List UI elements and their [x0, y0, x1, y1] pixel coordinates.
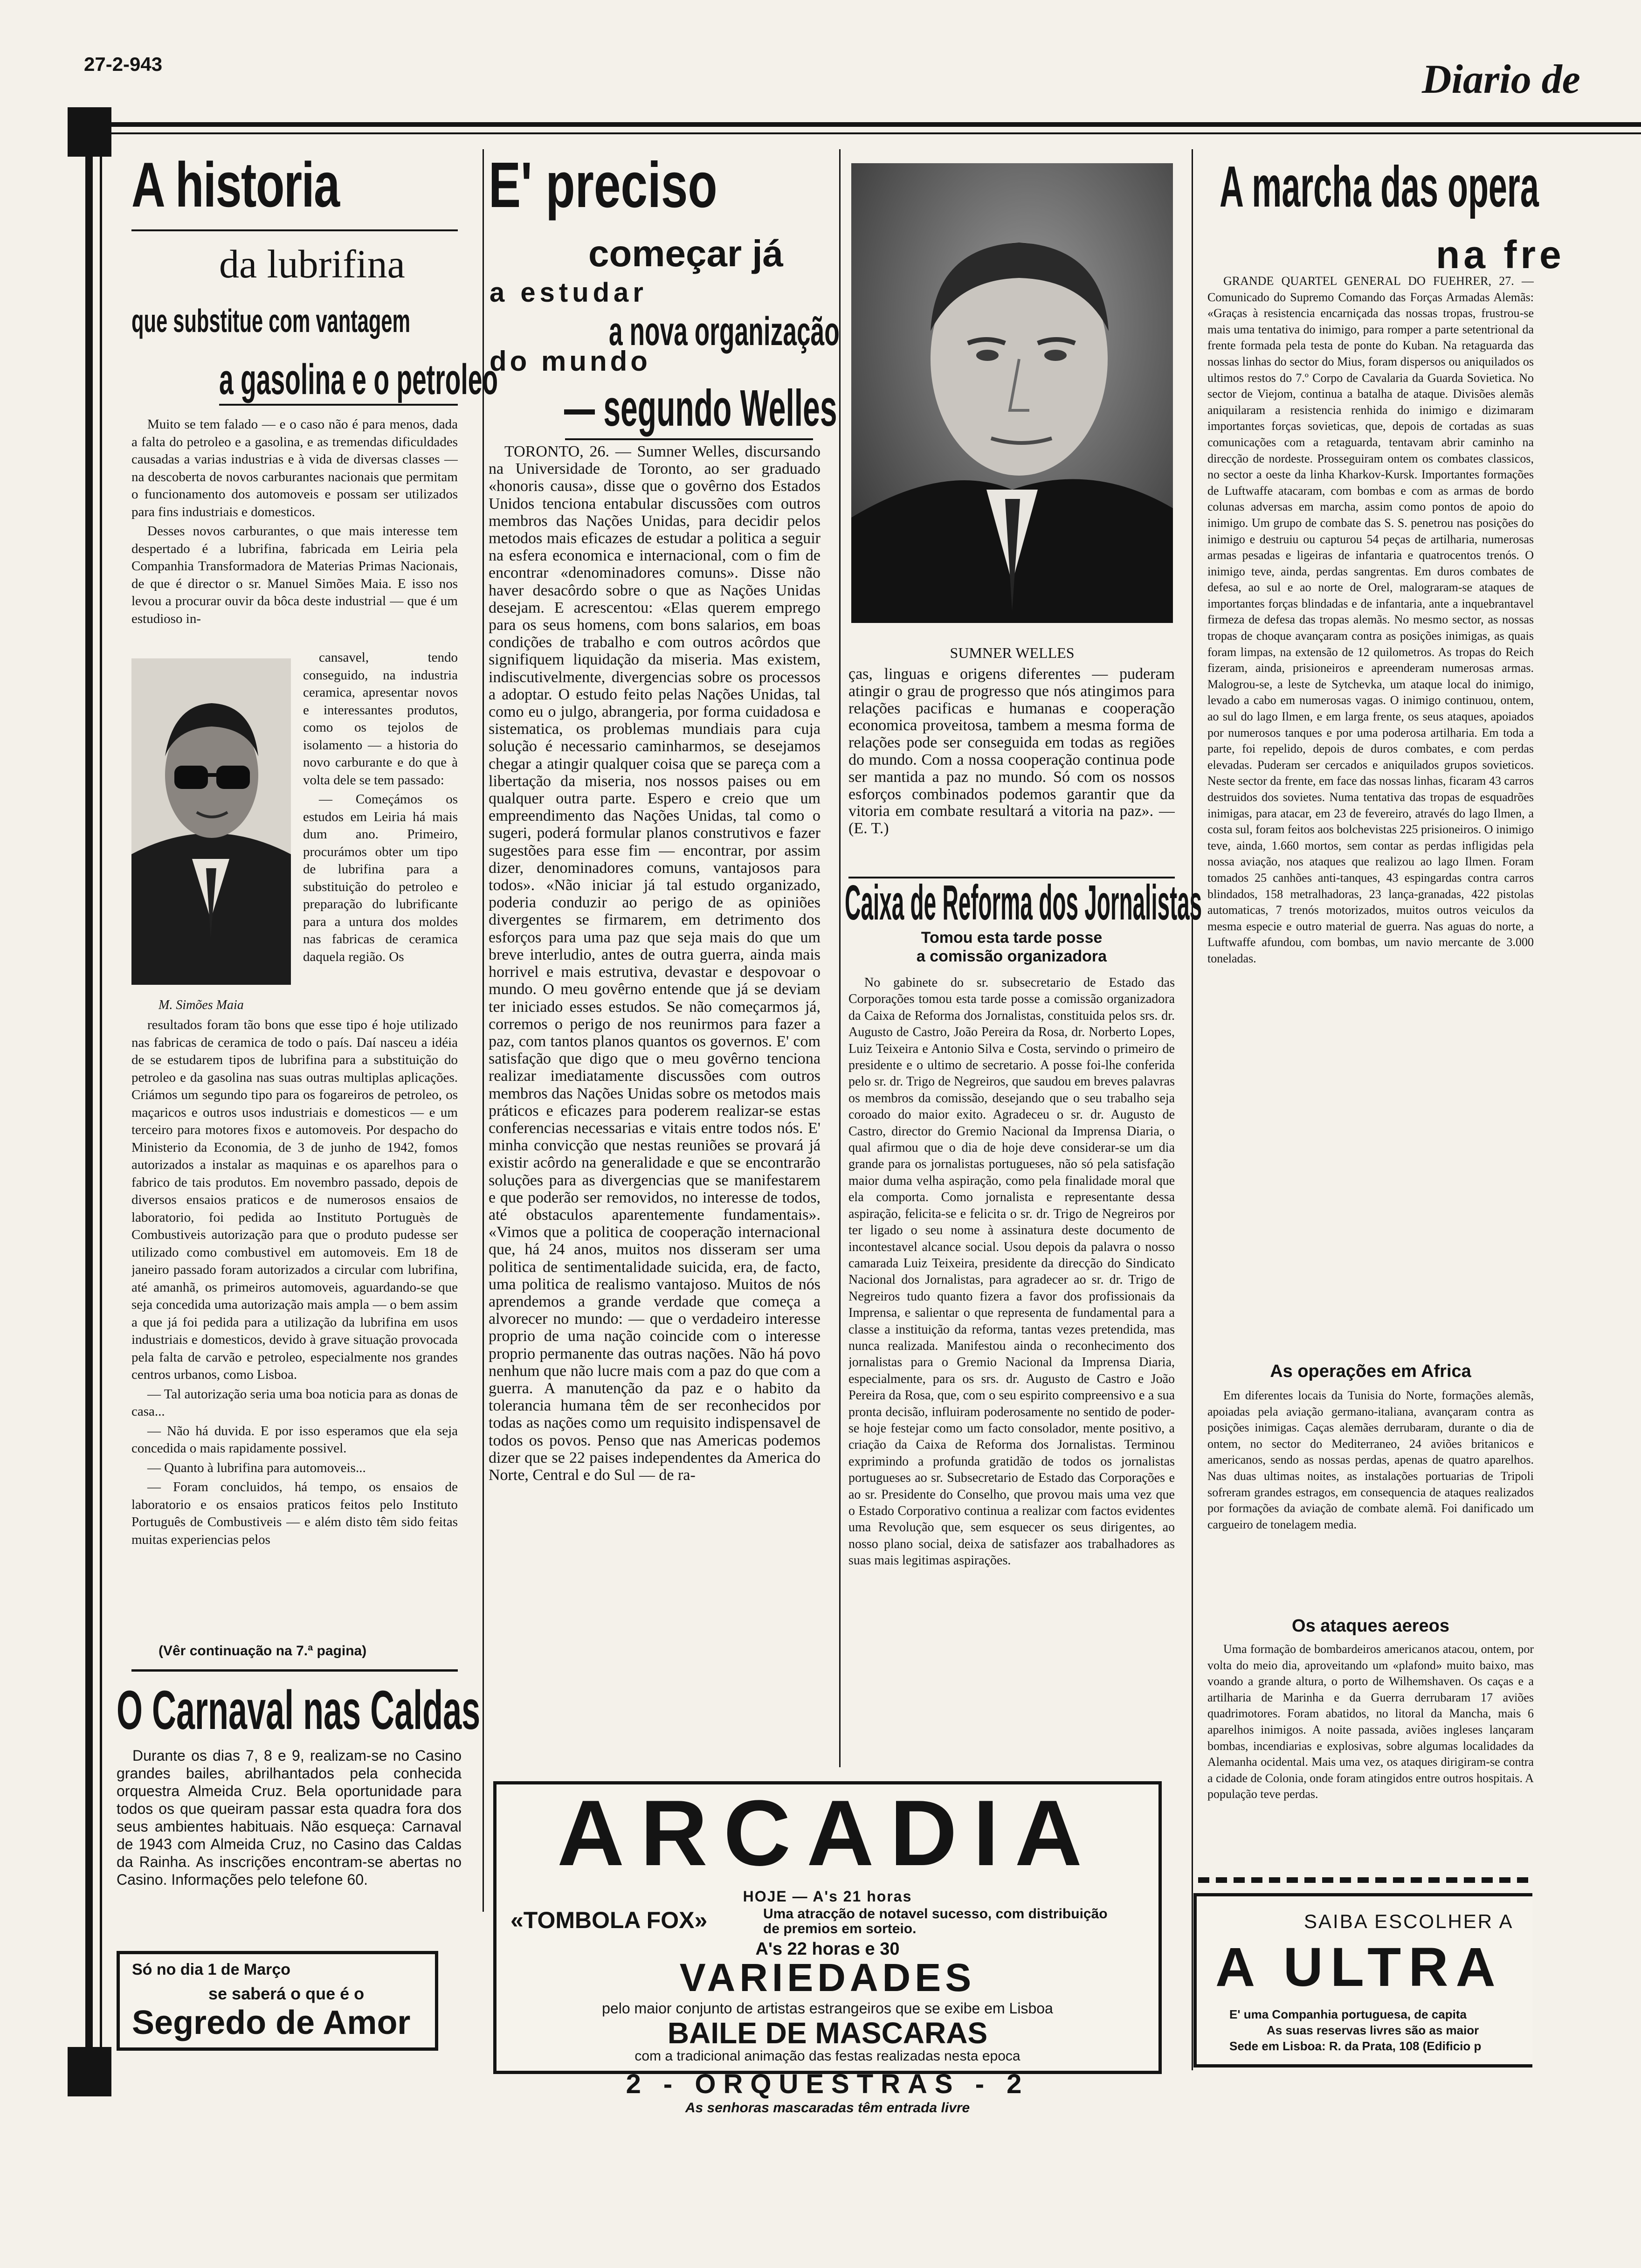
welles-sub-2: a estudar: [490, 277, 648, 308]
lubrifina-para-6: — Tal autorização seria uma boa noticia para as donas de casa...: [131, 1386, 458, 1419]
aereos-head: Os ataques aereos: [1292, 1616, 1449, 1636]
portrait-sumner-welles: [851, 163, 1173, 623]
arcadia-variedades-desc: pelo maior conjunto de artistas estrangeiros que se exibe em Lisboa: [602, 2000, 1053, 2017]
welles-sub-3: a nova organização: [609, 309, 840, 354]
arcadia-ad: [493, 1781, 1162, 2074]
caixa-body: No gabinete do sr. subsecretario de Estado das Corporações tomou esta tarde posse a comissão organizadora da Caixa de Reforma dos Jornalistas, constituida pelos srs. dr. Augusto de Castro, João Pereira da Rosa, dr. Norberto Lopes, Luiz Teixeira e Antonio Silva e Costa, servindo o primeiro de presidente e o ultimo de secretario. A posse foi-lhe conferida pelo sr. dr. Trigo de Negreiros, que saudou em breves palavras os membros da comissão, desejando que o seu trabalho seja coroado do maior exito. Agradeceu o sr. dr. Augusto de Castro, director do Gremio Nacional da Imprensa Diaria, o qual afirmou que o dia de hoje deve considerar-se um dia grande para os jornalistas portugueses, não só pela satisfação maior duma velha aspiração, como pela finalidade moral que ela comporta. Como jornalista e representante dessa aspiração, felicita-se e felicita o sr. dr. Trigo de Negreiros por ter ligado o seu nome à assinatura deste documento de incontestavel alcance social. Usou depois da palavra o nosso camarada Luiz Teixeira, presidente da direcção do Sindicato Nacional dos Jornalistas, para agradecer ao sr. dr. Trigo de Negreiros tudo quanto fizera a favor dos profissionais da Imprensa, e salientar o que representa de fundamental para a classe a instituição da reforma, tantas vezes pretendida, mas nunca realizada. Manifestou ainda o reconhecimento dos jornalistas para o Gremio Nacional da Imprensa Diaria, especialmente, para os srs. dr. Augusto de Castro e João Pereira da Rosa, que, com o seu espirito compreensivo e a sua pronta decisão, influiram poderosamente no sentido de poder-se hoje festejar como um facto consolador, mente positivo, a criação da Caixa de Reforma dos Jornalistas. Terminou exprimindo a profunda gratidão de todos os jornalistas portugueses ao sr. Subsecretario de Estado das Corporações e ao sr. Presidente do Conselho, que provou mais uma vez que o Estado Corporativo continua a realizar com factos evidentes uma Revolução que, sem esquecer os seus dirigentes, ao nosso plano social, deixa de satisfazer aos trabalhadores as suas mais legitimas aspirações.: [848, 975, 1175, 1568]
newspaper-name: Diario de: [1422, 57, 1580, 102]
ultra-line-2: A ULTRA: [1215, 1936, 1503, 1998]
left-edge-line-2: [100, 157, 102, 2068]
africa-body: Em diferentes locais da Tunisia do Norte, formações alemãs, apoiadas pela aviação germano-italiana, avançaram contra as posições inimigas. Caças alemães derrubaram, durante o dia de ontem, no sector do Mediterraneo, 24 aviões britanicos e americanos, sendo as nossas perdas, apenas de quatro aparelhos. Nas duas ultimas noites, as instalações portuarias de Tripoli sofreram grandes estragos, em consequencia de ataques realizados por formações da aviação de combate alemã. Foi danificado um cargueiro de tonelagem media.: [1207, 1389, 1534, 1531]
welles-sub-1: começar já: [588, 233, 784, 274]
arcadia-name: ARCADIA: [557, 1781, 1098, 1885]
left-edge-block-top: [68, 107, 111, 157]
lubrifina-subhead-2: que substitue com vantagem: [131, 303, 411, 339]
operacoes-headline: A marcha das opera: [1220, 155, 1539, 219]
simoes-maia-caption: M. Simões Maia: [159, 998, 244, 1012]
column-rule-3: [1192, 149, 1193, 2070]
arcadia-baile-desc: com a tradicional animação das festas realizadas nesta epoca: [634, 2048, 1020, 2064]
lubrifina-rule-1: [131, 229, 458, 231]
column-rule-2: [839, 149, 841, 1767]
left-edge-block-bottom: [68, 2047, 111, 2096]
aereos-body: Uma formação de bombardeiros americanos atacou, ontem, por volta do meio dia, aproveitando um «plafond» muito baixo, mas voando a grande altura, o porto de Wilhemshaven. Os caças e a artilharia de Marinha e da Guerra derrubaram 17 aviões quadrimotores. Foram abatidos, no litoral da Mancha, mais 6 aparelhos inimigos. A noite passada, aviões ingleses lançaram bombas, incendiarias e explosivas, sobre algumas localidades da Alemanha ocidental. Mais uma vez, os ataques dirigiram-se contra a cidade de Colonia, onde foram atingidos entre outros hospitais. A população teve perdas.: [1207, 1642, 1534, 1801]
page-date: 27-2-943: [84, 53, 163, 75]
lubrifina-intro: [131, 416, 458, 640]
caixa-sub-2: a comissão organizadora: [916, 947, 1107, 965]
lubrifina-rule-2: [219, 404, 458, 406]
caixa-headline: Caixa de Reforma dos Jornalistas: [845, 875, 1202, 930]
welles-continued: ças, linguas e origens diferentes — puderam atingir o grau de progresso que nós atingimos para relações pacificas e humanas e cooperação economica proveitosa, tambem a mesma forma de relações pode ser conseguida em todas as regiões do mundo. Com a nossa cooperação continua pode ser mantida a paz no mundo. Só com os nossos esforços combinados podemos garantir que da vitoria em combate resultará a vitoria na paz». — (E. T.): [848, 666, 1175, 837]
carnaval-headline: O Carnaval nas Caldas: [117, 1680, 481, 1741]
operacoes-body: GRANDE QUARTEL GENERAL DO FUEHRER, 27. — Comunicado do Supremo Comando das Forças Armadas Alemãs: «Graças à resistencia encarniçada das nossas tropas, frustrou-se mais uma tentativa do inimigo, para romper a parte setentrional da frente formada pela testa de ponte do Kuban. Na retaguarda das nossas linhas do sector do Mius, foram dispersos ou aniquilados os ultimos restos do 7.º Corpo de Cavalaria da Guarda Sovietica. No sector de Viejom, continua a batalha de ataque. Divisões alemãs aniquilaram a resistencia renhida do inimigo e dizimaram importantes forças sovieticas, que, depois de cortadas as suas comunicações com a retaguarda, tentavam abrir caminho na direcção de nordeste. Prosseguiram ontem os combates classicos, no sector a oeste da linha Kharkov-Kursk. Importantes formações de Luftwaffe atacaram, com bombas e com as armas de bordo colunas adversas em marcha, assim como pontos de apoio do inimigo. Um grupo de combate das S. S. penetrou nas posições do inimigo e destruiu ou capturou 54 peças de artilharia, numerosas armas pesadas e ligeiras de infantaria e quatrocentos trenós. O inimigo teve, ainda, perdas sangrentas. Em duros combates de defesa, ao sul e ao norte de Orel, malograram-se ataques de importantes forças blindadas e de infantaria, ante a inquebrantavel firmeza de defesa das tropas alemãs. No mesmo sector, as nossas tropas de choque avançaram contra as posições inimigas, as quais foram limpas, na extensão de 12 quilometros. As tropas do Reich fizeram, ainda, prisioneiros e apreenderam numerosas armas. Malogrou-se, a leste de Sytchevka, um ataque local do inimigo, levado a cabo em numerosas vagas. O inimigo continuou, ontem, ao sul do lago Ilmen, e em larga frente, os seus ataques, apoiados por numerosos tanques e por uma poderosa artilharia. Em toda a parte, foi repelido, depois de duros combates, e com perdas elevadas. Puderam ser cercados e aniquilados grupos sovieticos. Neste sector da frente, em face das nossas linhas, ficaram 43 carros destruidos dos sovietes. Numa tentativa das tropas de esquadrões inimigas, para atacar, em 23 de fevereiro, através do lago Ilmen, a costa sul, foram feitos aos bolchevistas 225 prisioneiros. O inimigo teve, ainda, 1.660 mortos, sem contar as perdas infligidas pela nossa aviação, nos ataques que realizou ao lago Ilmen. Foram tomados 25 canhões anti-tanques, 43 espingardas contra carros blindados, 158 metralhadoras, 23 lança-granadas, 422 pistolas automaticas, 7 trenós motorizados, muitos outros veiculos da mesma especie e outro material de guerra. Nas aguas do norte, a Luftwaffe afundou, com bombas, um navio mercante de 3.000 toneladas.: [1207, 274, 1534, 965]
lubrifina-para-4: — Começámos os estudos em Leiria há mais dum ano. Primeiro, procurámos obter um tipo de lubrifina para a substituição do petroleo e preparação do lubrificante para a untura dos moldes nas fabricas de ceramica daquela região. Os: [303, 792, 458, 964]
lubrifina-para-8: — Quanto à lubrifina para automoveis...: [147, 1460, 366, 1475]
welles-rule: [565, 438, 813, 440]
masthead-rule-thick: [84, 122, 1641, 127]
lubrifina-subhead-1: da lubrifina: [219, 242, 405, 286]
caixa-sub-1: Tomou esta tarde posse: [921, 929, 1103, 947]
simoes-maia-photo: [131, 658, 291, 985]
welles-sub-4: do mundo: [490, 346, 651, 377]
ultra-line-4: As suas reservas livres são as maior: [1267, 2023, 1479, 2037]
lubrifina-para-9: — Foram concluidos, há tempo, os ensaios de laboratorio e os ensaios praticos feitos pelo Instituto Português de Combustiveis — e além disto têm sido feitas muitas experiencias pelos: [131, 1480, 458, 1547]
segredo-de-amor-ad: [117, 1951, 438, 2051]
portrait-man-glasses: [131, 658, 291, 985]
arcadia-orquestras: 2 - ORQUESTRAS - 2: [626, 2069, 1029, 2099]
left-edge-line: [85, 157, 93, 2068]
lubrifina-para-7: — Não há duvida. E por isso esperamos que ela seja concedida o mais rapidamente possivel.: [131, 1423, 458, 1456]
ultra-line-5: Sede em Lisboa: R. da Prata, 108 (Edificio p: [1229, 2039, 1482, 2053]
sumner-welles-photo: [851, 163, 1173, 623]
ultra-ad: [1193, 1893, 1532, 2067]
lubrifina-main-text: [131, 1016, 458, 1637]
ultra-line-1: SAIBA ESCOLHER A: [1304, 1910, 1514, 1932]
lubrifina-continuation: (Vêr continuação na 7.ª pagina): [159, 1643, 367, 1659]
ultra-line-3: E' uma Companhia portuguesa, de capita: [1229, 2007, 1467, 2021]
welles-headline: E' preciso: [489, 149, 717, 221]
welles-body: TORONTO, 26. — Sumner Welles, discursando na Universidade de Toronto, ao ser graduado «honoris causa», disse que o govêrno dos Estados Unidos tenciona entabular discussões com outros membros das Nações Unidas, para decidir pelos metodos mais eficazes de estudar a politica a seguir na esfera economica e internacional, com o fim de encontrar «denominadores comuns». Disse não haver desacôrdo sobre o que as Nações Unidas desejam. E acrescentou: «Elas querem emprego para os seus homens, com bons salarios, em boas condições de trabalho e com outros acôrdos que signifiquem liquidação da miseria. Mas existem, indiscutivelmente, divergencias sobre os processos a adoptar. O estudo feito pelas Nações Unidas, tal como eu o julgo, abrangeria, por forma cuidadosa e sistematica, os problemas mundiais para cuja solução é necessario caminharmos, se desejamos chegar a atingir qualquer coisa que se pareça com a libertação da miseria, nos nossos paises ou em qualquer outra parte. Espero e creio que um empreendimento das Nações Unidas, tal como o sugeri, poderá formular planos construtivos e fazer sugestões para esse fim — encontrar, por assim dizer, denominadores comuns, vantajosos para todos». «Não iniciar já tal estudo organizado, poderia conduzir ao perigo de as opiniões divergentes se firmarem, em detrimento dos esforços para uma paz que seja mais do que um breve interludio, antes de outra guerra, ainda mais horrivel e mais estrutiva, devastar e despovoar o mundo. O meu govêrno entende que já se deviam ter iniciado esses estudos. Se não começarmos já, corremos o perigo de nos reunirmos para fazer a paz, com tantos planos quantos os governos. E' com satisfação que digo que o meu govêrno tenciona realizar imediatamente discussões com outros membros das Nações Unidas sobre os metodos mais práticos e eficazes para poderem realizar-se estas conferencias necessarias e vitais entre todos nós. E' minha convicção que nestas reuniões se provará já existir acôrdo na generalidade e que se encontrarão soluções para as divergencias que se manifestarem e que poderão ser removidos, no interesse de todos, até obstaculos aparentemente fundamentais». «Vimos que a politica de cooperação internacional que, há 24 anos, muitos nos disseram ser uma politica de sentimentalidade suicida, era, de facto, uma politica de realismo vantajoso. Muitos de nós aprendemos a grande verdade que começa a alvorecer no mundo: — que o verdadeiro interesse proprio de uma nação coincide com o interesse proprio permanente das outras nações. Não há povo nenhum que não lucre mais com a paz do que com a guerra. A manutenção da paz e o habito da tolerancia humana têm de ser reconhecidos por todas as nações como um requisito indispensavel de todos os povos. Penso que nas Americas podemos dizer que se 22 paises independentes da America do Norte, Central e do Sul — de ra-: [489, 443, 820, 1484]
ultra-top-dashes: [1198, 1877, 1530, 1883]
arcadia-footer: As senhoras mascaradas têm entrada livre: [685, 2100, 970, 2116]
welles-sub-5: — segundo Welles: [564, 380, 837, 437]
arcadia-hoje: HOJE — A's 21 horas: [743, 1888, 912, 1905]
africa-head: As operações em Africa: [1270, 1362, 1471, 1381]
arcadia-variedades: VARIEDADES: [679, 1956, 976, 1999]
segredo-line-2: se saberá o que é o: [208, 1984, 365, 2003]
arcadia-tombola: «TOMBOLA FOX»: [510, 1907, 708, 1933]
segredo-line-1: Só no dia 1 de Março: [132, 1961, 291, 1978]
arcadia-baile: BAILE DE MASCARAS: [667, 2016, 988, 2050]
lubrifina-para-2: Desses novos carburantes, o que mais interesse tem despertado é a lubrifina, fabricada em Leiria pela Companhia Transformadora de Materias Primas Nacionais, de que é director o sr. Manuel Simões Maia. E isso nos levou a procurar ouvir da bôca deste industrial — que é um estudioso in-: [131, 524, 458, 626]
column-rule-1: [483, 149, 484, 1912]
carnaval-body: Durante os dias 7, 8 e 9, realizam-se no Casino grandes bailes, abrilhantados pela conhecida orquestra Almeida Cruz. Bela oportunidade para todos os que queiram passar esta quadra fora dos seus ambientes habituais. Não esqueça: Carnaval de 1943 com Almeida Cruz, no Casino das Caldas da Rainha. As inscrições encontram-se abertas no Casino. Informações pelo telefone 60.: [117, 1747, 462, 1888]
segredo-line-3: Segredo de Amor: [132, 2004, 411, 2041]
lubrifina-headline: A historia: [131, 149, 339, 220]
lubrifina-para-5: resultados foram tão bons que esse tipo é hoje utilizado nas fabricas de ceramica de todo o país. Daí nasceu a idéia de se estudarem tipos de lubrifina para a substituição do petroleo e da gasolina nas suas outras multiplas aplicações. Criámos um segundo tipo para os fogareiros de petroleo, os maçaricos e outros usos industriais e domesticos — e um terceiro para motores fixos e automoveis. Por despacho do Ministerio da Economia, de 3 de junho de 1942, fomos autorizados a instalar as maquinas e os aparelhos para o fabrico de tais produtos. Em novembro passado, depois de diversos ensaios praticos e de numerosos ensaios de laboratorio, foi pedida ao Instituto Portuguès de Combustiveis autorização para que o produto pudesse ser utilizado como combustivel em automoveis. Em 18 de janeiro passado foram autorizados a circular com lubrifina, até amanhã, os primeiros automoveis, aguardando-se que seja concedida uma autorização mais ampla — o bem assim a que já foi pedida para a utilização da lubrifina em usos industriais e domesticos, devido à grave situação provocada pela falta de carvão e petroleo, especialmente nos grandes centros urbanos, como Lisboa.: [131, 1017, 458, 1382]
lubrifina-para-3: cansavel, tendo conseguido, na industria ceramica, apresentar novos e interessantes produtos, como os tejolos de isolamento — a historia do novo carburante e do que à volta dele se tem passado:: [303, 650, 458, 788]
lubrifina-side-text: [303, 649, 458, 1013]
arcadia-tombola-desc: Uma atracção de notavel sucesso, com distribuição de premios em sorteio.: [763, 1906, 1108, 1936]
arcadia-time-2: A's 22 horas e 30: [755, 1939, 900, 1959]
lubrifina-subhead-3: a gasolina e o petroleo: [219, 356, 498, 403]
sumner-welles-caption: SUMNER WELLES: [950, 644, 1075, 661]
lubrifina-para-1: Muito se tem falado — e o caso não é para menos, dada a falta do petroleo e a gasolina, e as tremendas dificuldades causadas a varias industrias e à vida de diversas classes — na descoberta de novos carburantes nacionais que permitam o funcionamento dos automoveis e possam ser utilizados para fins industriais e domesticos.: [131, 417, 458, 519]
masthead-rule-thin: [84, 132, 1641, 134]
lubrifina-end-rule: [131, 1669, 458, 1672]
operacoes-headline-2: na fre: [1436, 233, 1565, 277]
